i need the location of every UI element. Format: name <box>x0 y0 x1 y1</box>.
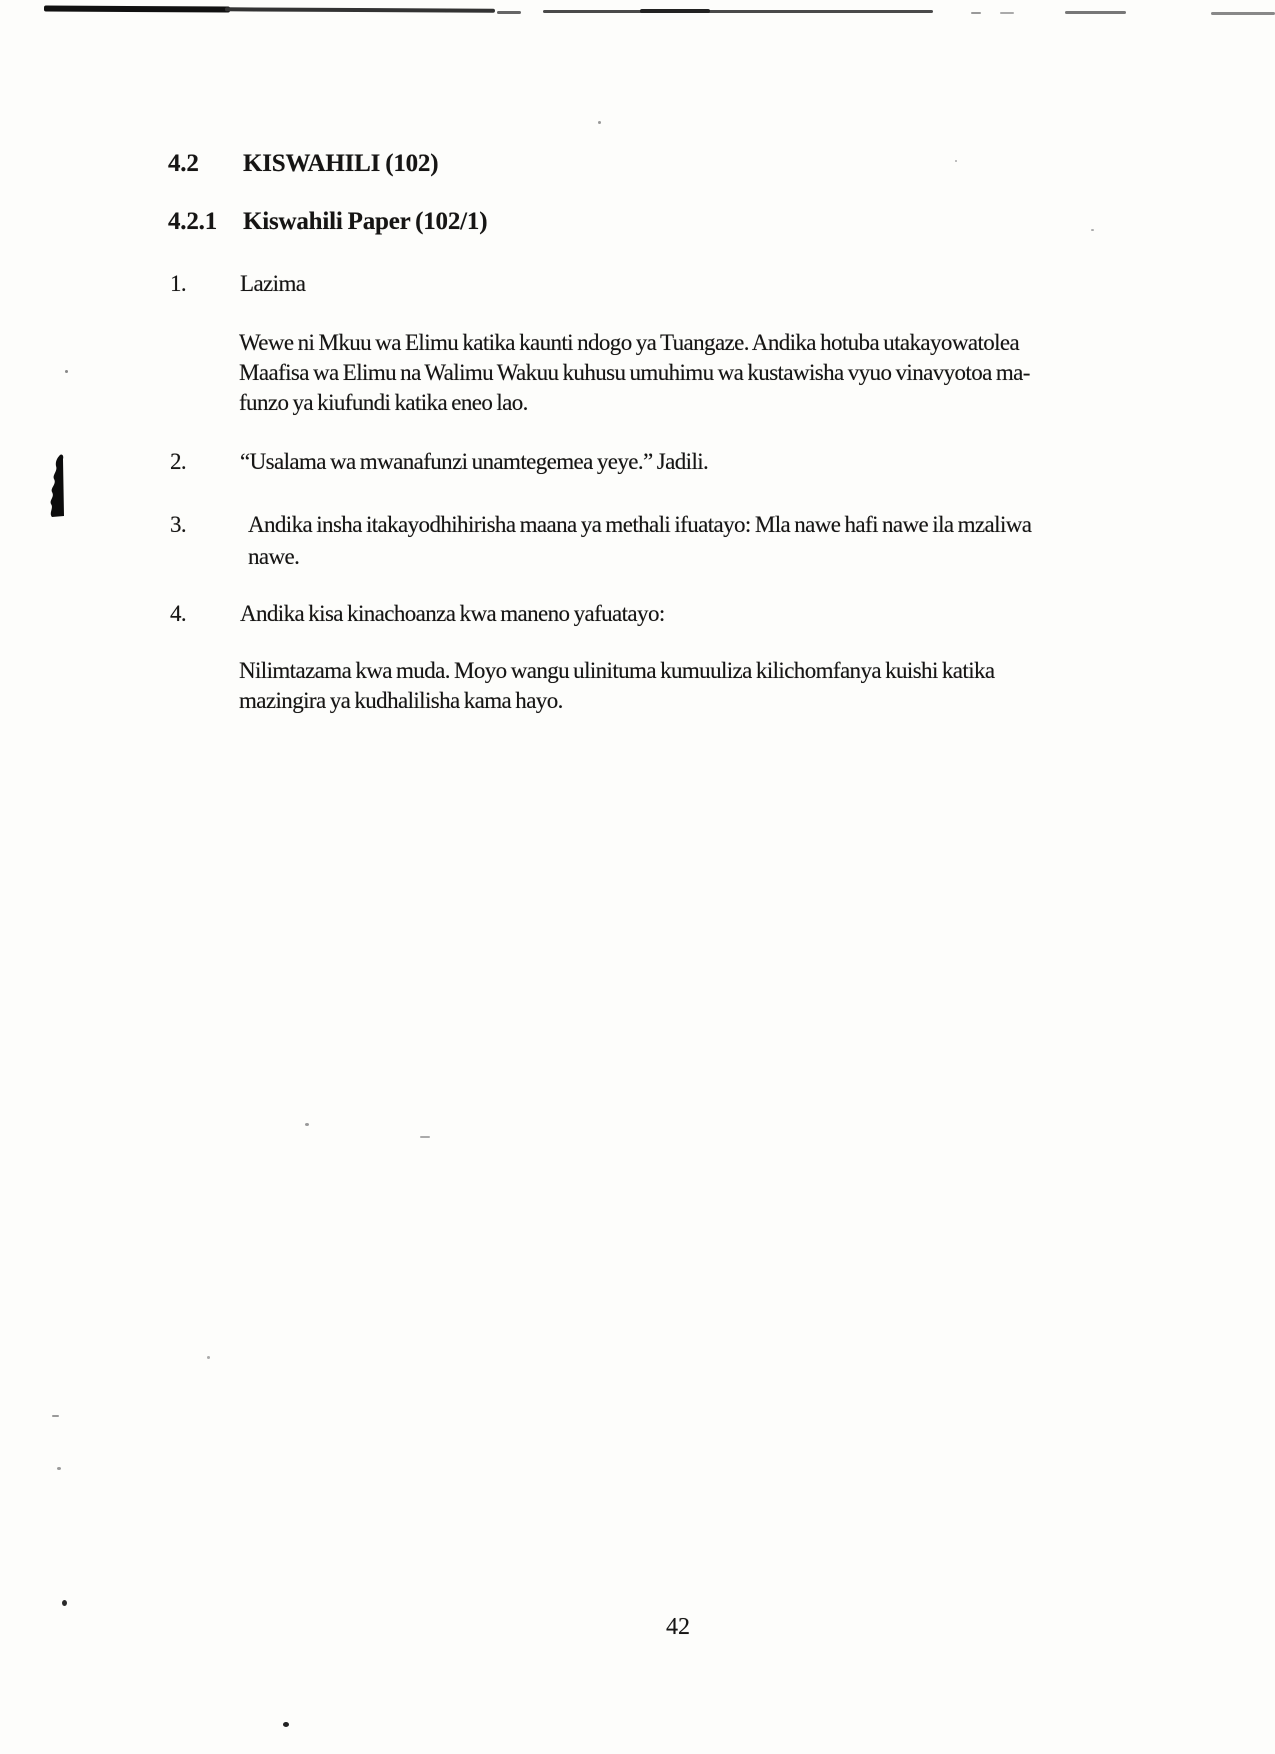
question-2 <box>170 446 708 477</box>
scan-speck <box>598 121 601 124</box>
question-3-number: 3. <box>170 512 187 537</box>
subsection-number: 4.2.1 <box>168 208 218 235</box>
question-4-paragraph <box>239 656 995 716</box>
paragraph-line: mazingira ya kudhalilisha kama hayo. <box>239 688 563 713</box>
question-3 <box>170 509 1031 572</box>
subsection-title: Kiswahili Paper (102/1) <box>243 208 488 235</box>
scan-speck <box>62 1600 67 1606</box>
scan-speck <box>52 1415 59 1417</box>
question-1 <box>170 268 305 299</box>
section-heading <box>168 148 438 179</box>
scan-line-segment <box>44 6 230 13</box>
question-3-text-line: Andika insha itakayodhihirisha maana ya methali ifuatayo: Mla nawe hafi nawe ila mzaliwa <box>248 512 1032 537</box>
scan-speck <box>65 370 68 373</box>
question-4-text: Andika kisa kinachoanza kwa maneno yafuatayo: <box>240 601 665 626</box>
scan-line-segment <box>497 11 521 14</box>
subsection-heading <box>168 206 487 237</box>
question-4 <box>170 598 665 629</box>
question-2-text: “Usalama wa mwanafunzi unamtegemea yeye.” Jadili. <box>240 449 709 474</box>
paragraph-line: Wewe ni Mkuu wa Elimu katika kaunti ndogo ya Tuangaze. Andika hotuba utakayowatolea <box>239 330 1020 355</box>
ink-blob-artifact <box>47 453 67 519</box>
scan-speck <box>955 160 957 162</box>
question-1-title: Lazima <box>240 271 306 296</box>
scan-line-segment <box>640 9 710 13</box>
paragraph-line: Maafisa wa Elimu na Walimu Wakuu kuhusu umuhimu wa kustawisha vyuo vinavyotoa ma- <box>239 360 1030 385</box>
question-3-text-line: nawe. <box>248 544 300 569</box>
scan-speck <box>305 1123 309 1126</box>
question-1-paragraph <box>239 328 1030 418</box>
paragraph-line: funzo ya kiufundi katika eneo lao. <box>239 390 528 415</box>
question-1-number: 1. <box>170 271 187 296</box>
scan-line-segment <box>225 7 495 12</box>
scan-line-segment <box>1211 12 1275 15</box>
scan-speck <box>207 1356 210 1359</box>
scan-line-segment <box>543 10 933 13</box>
question-2-number: 2. <box>170 449 187 474</box>
section-title: KISWAHILI (102) <box>243 150 439 177</box>
page-number: 42 <box>666 1614 690 1640</box>
paragraph-line: Nilimtazama kwa muda. Moyo wangu ulinituma kumuuliza kilichomfanya kuishi katika <box>239 658 995 683</box>
scan-speck <box>1091 229 1094 231</box>
section-number: 4.2 <box>168 150 199 177</box>
scan-line-segment <box>1000 12 1014 14</box>
scan-speck <box>420 1136 430 1138</box>
scan-speck <box>283 1722 289 1727</box>
question-4-number: 4. <box>170 601 187 626</box>
scan-line-segment <box>1065 11 1126 14</box>
scan-speck <box>57 1467 61 1470</box>
scan-line-segment <box>971 12 981 14</box>
